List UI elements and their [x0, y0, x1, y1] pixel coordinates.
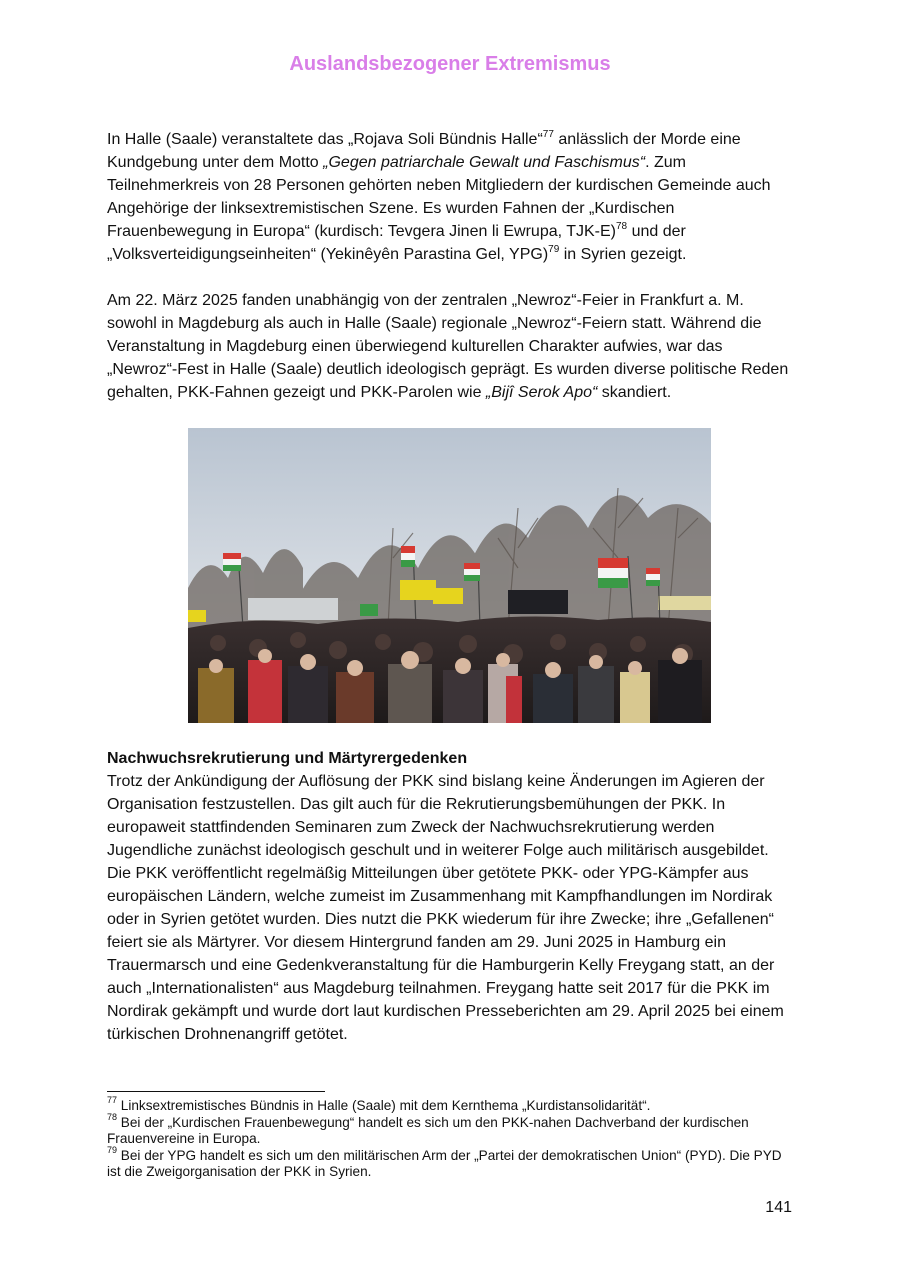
- footnote-text: Linksextremistisches Bündnis in Halle (Saale) mit dem Kernthema „Kurdistansolidarität“.: [117, 1098, 651, 1113]
- footnote-divider: [107, 1091, 325, 1092]
- footnote-number: 77: [107, 1095, 118, 1106]
- motto-text: „Gegen patriarchale Gewalt und Faschismus“: [323, 154, 646, 171]
- photo-illustration: [188, 428, 711, 723]
- section-heading: Nachwuchsrekrutierung und Märtyrergedenken: [107, 750, 468, 767]
- slogan-text: „Bijî Serok Apo“: [485, 384, 598, 401]
- footnote-ref-79[interactable]: 79: [548, 243, 560, 255]
- footnote-text: Bei der „Kurdischen Frauenbewegung“ handelt es sich um den PKK-nahen Dachverband der kurdischen Frauenvereine in Europa.: [107, 1114, 749, 1146]
- text-span: in Syrien gezeigt.: [559, 246, 687, 263]
- text-span: . Zum Teilnehmerkreis von 28 Personen gehörten neben Mitgliedern der kurdischen Gemeinde auch Angehörige der linksextremistischen Szene. Es wurden Fahnen der „Kurdischen Frauenbewegung in Europa“ (kurdisch: Tevgera Jinen li Ewrupa, TJK-E): [107, 154, 771, 240]
- body-text: [107, 128, 797, 404]
- footnote-77: [107, 1095, 797, 1115]
- text-span: Am 22. März 2025 fanden unabhängig von der zentralen „Newroz“-Feier in Frankfurt a. M. sowohl in Magdeburg als auch in Halle (Saale) regionale „Newroz“-Feiern statt. Während die Veranstaltung in Magdeburg einen überwiegend kulturellen Charakter aufwies, war das „Newroz“-Fest in Halle (Saale) deutlich ideologisch geprägt. Es wurden diverse politische Reden gehalten, PKK-Fahnen gezeigt und PKK-Parolen wie: [107, 292, 789, 401]
- footnote-ref-78[interactable]: 78: [616, 220, 628, 232]
- crowd-photo: [188, 428, 711, 723]
- footnote-ref-77[interactable]: 77: [542, 128, 554, 140]
- footnote-79: [107, 1144, 797, 1181]
- footnotes: [107, 1095, 797, 1181]
- page-header-title: Auslandsbezogener Extremismus: [289, 53, 611, 75]
- section-recruitment: [107, 747, 797, 1046]
- text-span: anlässlich der Morde eine Kundgebung unter dem Motto: [107, 131, 741, 171]
- paragraph-halle-rally: [107, 128, 797, 266]
- footnote-number: 79: [107, 1144, 118, 1155]
- text-span: skandiert.: [597, 384, 672, 401]
- page-number: 141: [765, 1199, 792, 1216]
- footnote-text: Bei der YPG handelt es sich um den militärischen Arm der „Partei der demokratischen Union“ (PYD). Die PYD ist die Zweigorganisation der PKK in Syrien.: [107, 1147, 782, 1179]
- text-span: und der „Volksverteidigungseinheiten“ (Yekinêyên Parastina Gel, YPG): [107, 223, 686, 263]
- text-span: In Halle (Saale) veranstaltete das „Rojava Soli Bündnis Halle“: [107, 131, 543, 148]
- footnote-number: 78: [107, 1111, 118, 1122]
- section-body: Trotz der Ankündigung der Auflösung der PKK sind bislang keine Änderungen im Agieren der Organisation festzustellen. Das gilt auch für die Rekrutierungsbemühungen der PKK. In europaweit stattfindenden Seminaren zum Zweck der Nachwuchsrekrutierung werden Jugendliche zunächst ideologisch geschult und in weiterer Folge auch militärisch ausgebildet. Die PKK veröffentlicht regelmäßig Mitteilungen über getötete PKK- oder YPG-Kämpfer aus europäischen Ländern, welche zumeist im Zusammenhang mit Kampfhandlungen im Nordirak oder in Syrien getötet wurden. Dies nutzt die PKK wiederum für ihre Zwecke; ihre „Gefallenen“ feiert sie als Märtyrer. Vor diesem Hintergrund fanden am 29. Juni 2025 in Hamburg ein Trauermarsch und eine Gedenkveranstaltung für die Hamburgerin Kelly Freygang statt, an der auch „Internationalisten“ aus Magdeburg teilnahmen. Freygang hatte seit 2017 für die PKK im Nordirak gekämpft und wurde dort laut kurdischen Presseberichten am 29. April 2025 bei einem türkischen Drohnenangriff getötet.: [107, 773, 784, 1043]
- paragraph-newroz: [107, 289, 797, 404]
- footnote-78: [107, 1111, 797, 1148]
